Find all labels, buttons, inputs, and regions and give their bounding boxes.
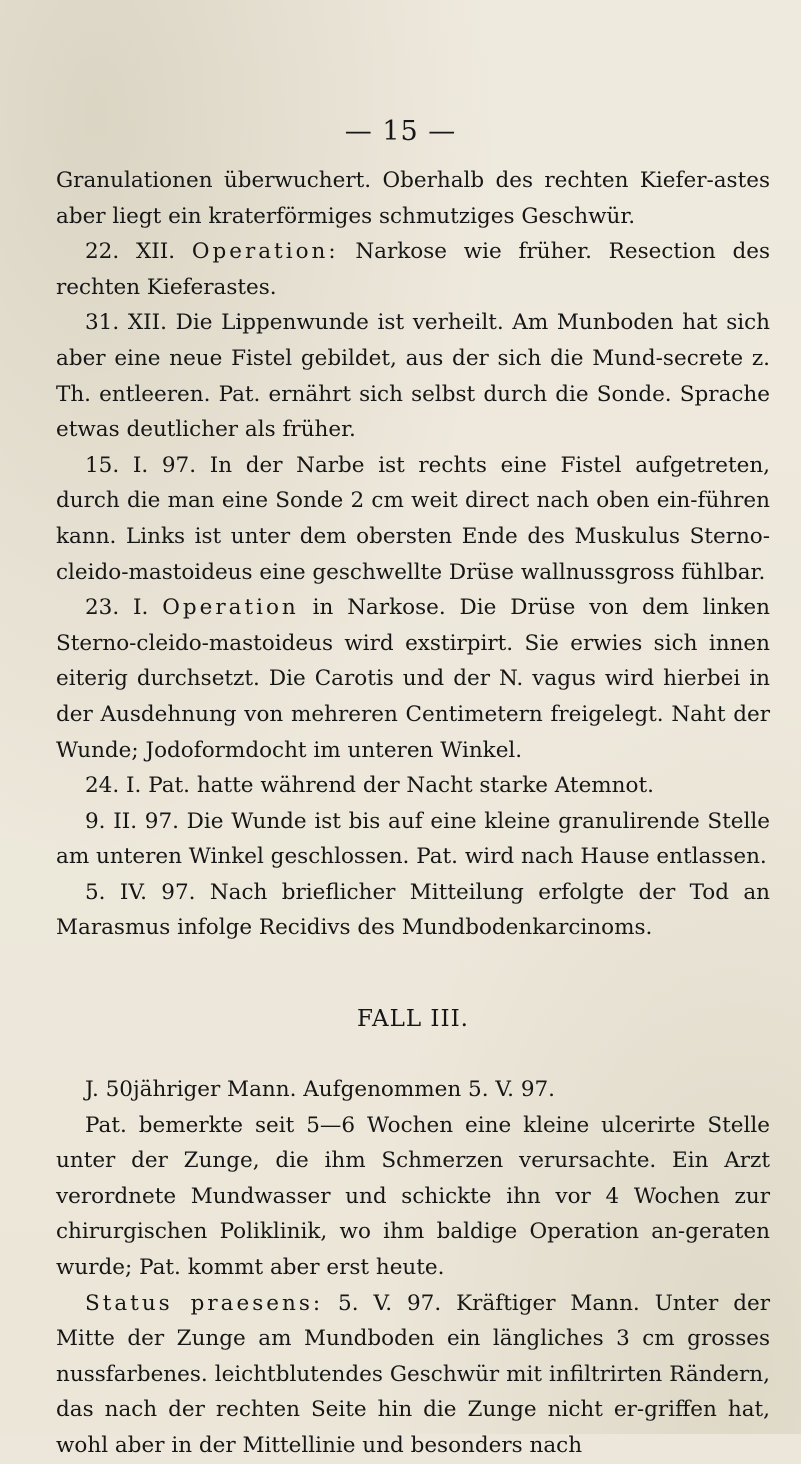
paragraph-5-iv-97: 5. IV. 97. Nach brieflicher Mitteilung erfolgte der Tod an Marasmus infolge Recidivs des Mundbodenkarcinoms. — [56, 879, 770, 941]
paragraph-status-praesens: Status praesens: 5. V. 97. Kräftiger Mann. Unter der Mitte der Zunge am Mundboden ein längliches 3 cm grosses nussfarbenes. leichtblutendes Geschwür mit infiltrirten Rändern, das nach der rechten Seite hin die Zunge nicht er-griffen hat, wohl aber in der Mittellinie und besonders nach — [56, 1290, 770, 1458]
paragraph-operation-22-xii: 22. XII. Operation: Narkose wie früher. Resection des rechten Kieferastes. — [56, 239, 770, 300]
body-text — [56, 163, 770, 1464]
paragraph-history: Pat. bemerkte seit 5—6 Wochen eine kleine ulcerirte Stelle unter der Zunge, die ihm Schmerzen verursachte. Ein Arzt verordnete Mundwasser und schickte ihn vor 4 Wochen zur chirurgischen Poliklinik, wo ihm baldige Operation an-geraten wurde; Pat. kommt aber erst heute. — [56, 1112, 770, 1281]
paragraph-24-i: 24. I. Pat. hatte während der Nacht starke Atemnot. — [85, 773, 654, 799]
paragraph-15-i-97: 15. I. 97. In der Narbe ist rechts eine Fistel aufgetreten, durch die man eine Sonde 2 cm weit direct nach oben ein-führen kann. Links ist unter dem obersten Ende des Muskulus Sterno-cleido-mastoideus eine geschwellte Drüse wallnussgross fühlbar. — [56, 452, 770, 585]
section-heading: FALL III. — [357, 1006, 469, 1033]
paragraph-31-xii: 31. XII. Die Lippenwunde ist verheilt. Am Munboden hat sich aber eine neue Fistel gebildet, aus der sich die Mund-secrete z. Th. entleeren. Pat. ernährt sich selbst durch die Sonde. Sprache etwas deutlicher als früher. — [56, 310, 770, 443]
paragraph-operation-23-i: 23. I. Operation in Narkose. Die Drüse von dem linken Sterno-cleido-mastoideus wird exstirpirt. Sie erwies sich innen eiterig durchsetzt. Die Carotis und der N. vagus wird hierbei in der Ausdehnung von mehreren Centimetern freigelegt. Naht der Wunde; Jodoformdocht im unteren Winkel. — [56, 595, 770, 763]
paragraph-9-ii-97: 9. II. 97. Die Wunde ist bis auf eine kleine granulirende Stelle am unteren Winkel geschlossen. Pat. wird nach Hause entlassen. — [56, 808, 770, 870]
paragraph-patient-intro: J. 50jähriger Mann. Aufgenommen 5. V. 97. — [85, 1077, 556, 1103]
paragraph-continuation: Granulationen überwuchert. Oberhalb des rechten Kiefer-astes aber liegt ein kraterförmiges schmutziges Geschwür. — [56, 168, 770, 229]
page-number: — 15 — — [344, 116, 457, 147]
